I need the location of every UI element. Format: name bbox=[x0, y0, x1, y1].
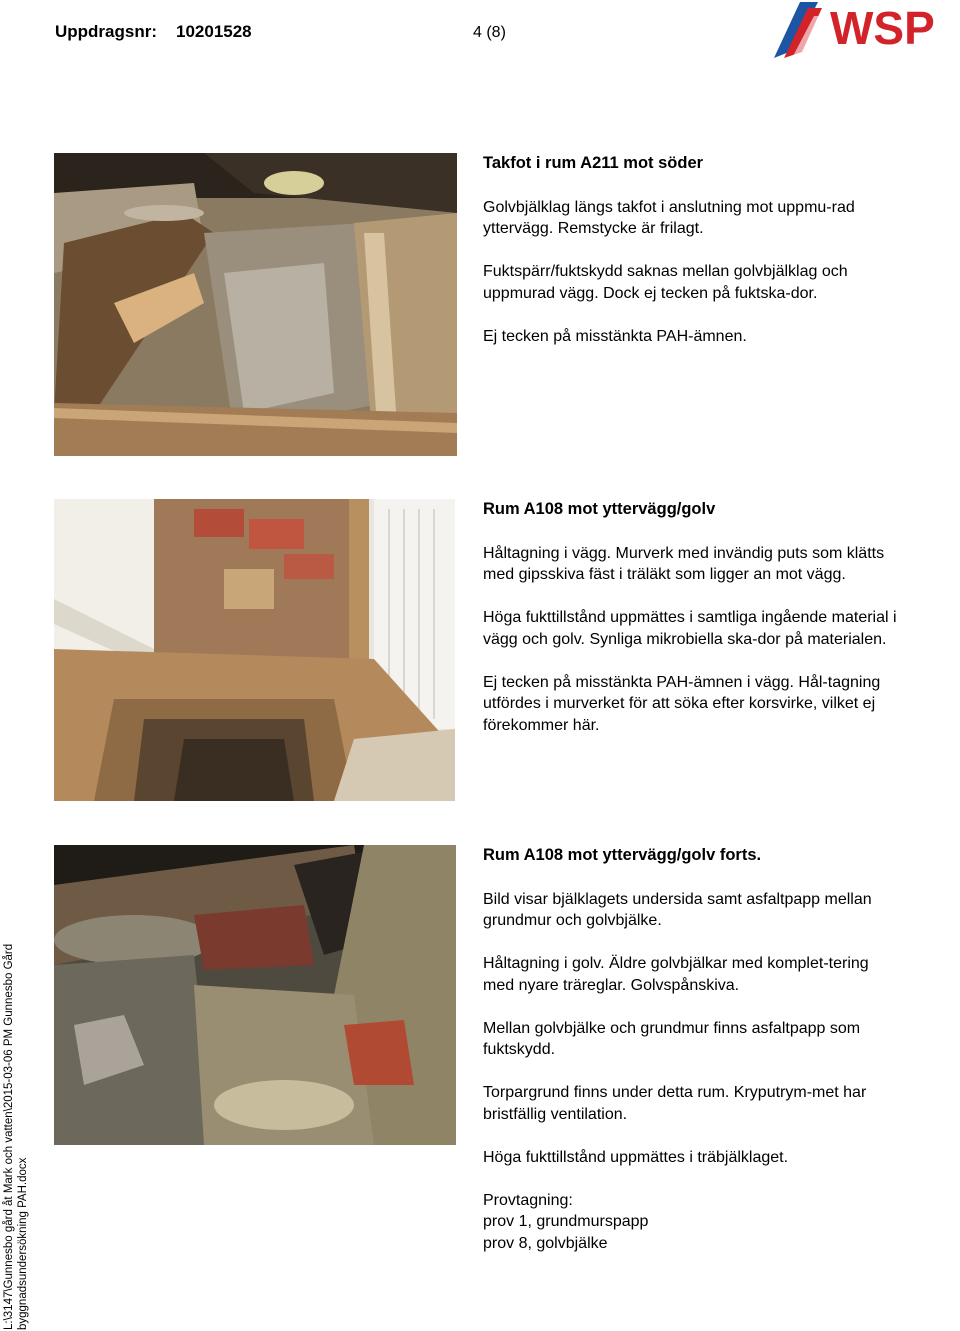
section-room-a108 bbox=[483, 499, 903, 758]
wsp-logo bbox=[770, 0, 960, 62]
section-paragraph: Ej tecken på misstänkta PAH-ämnen i vägg. Hål-tagning utfördes i murverket för att söka efter korsvirke, vilket ej förekommer här. bbox=[483, 673, 881, 734]
section-title: Rum A108 mot yttervägg/golv forts. bbox=[483, 846, 762, 864]
section-paragraph: Bild visar bjälklagets undersida samt asfaltpapp mellan grundmur och golvbjälke. bbox=[483, 890, 872, 929]
section-paragraph: Mellan golvbjälke och grundmur finns asfaltpapp som fuktskydd. bbox=[483, 1019, 861, 1058]
photo-crawl-space bbox=[54, 845, 456, 1145]
section-paragraph: Ej tecken på misstänkta PAH-ämnen. bbox=[483, 327, 747, 345]
file-path-line: byggnadsundersökning PAH.docx bbox=[17, 1157, 29, 1330]
photo-eaves-floor-joists bbox=[54, 153, 457, 456]
section-paragraph: Golvbjälklag längs takfot i anslutning mot uppmu-rad yttervägg. Remstycke är frilagt. bbox=[483, 198, 855, 237]
file-path-footer bbox=[2, 944, 30, 1330]
file-path-line: L:\3147\Gunnesbo gård åt Mark och vatten\2015-03-06 PM Gunnesbo Gård bbox=[3, 943, 15, 1330]
section-title: Takfot i rum A211 mot söder bbox=[483, 154, 704, 172]
sampling-list: Provtagning: prov 1, grundmurspapp prov 8, golvbjälke bbox=[483, 1191, 649, 1252]
section-paragraph: Håltagning i vägg. Murverk med invändig puts som klätts med gipsskiva fäst i träläkt som ligger an mot vägg. bbox=[483, 544, 885, 583]
photo-wall-opening bbox=[54, 499, 455, 801]
section-paragraph: Håltagning i golv. Äldre golvbjälkar med komplet-tering med nyare träreglar. Golvspånskiva. bbox=[483, 955, 869, 994]
section-paragraph: Höga fukttillstånd uppmättes i träbjälklaget. bbox=[483, 1148, 789, 1166]
section-room-a108-continued bbox=[483, 845, 903, 1276]
section-paragraph: Fuktspärr/fuktskydd saknas mellan golvbjälklag och uppmurad vägg. Dock ej tecken på fuktska-dor. bbox=[483, 263, 848, 302]
page-number: 4 (8) bbox=[473, 24, 506, 41]
logo-text: WSP bbox=[830, 2, 935, 54]
header-assignment-label: Uppdragsnr: bbox=[55, 22, 157, 41]
section-roof-eaves-a211 bbox=[483, 153, 903, 369]
section-paragraph: Torpargrund finns under detta rum. Kryputrym-met har bristfällig ventilation. bbox=[483, 1084, 867, 1123]
header-assignment-number: 10201528 bbox=[176, 22, 252, 41]
section-title: Rum A108 mot yttervägg/golv bbox=[483, 500, 716, 518]
section-paragraph: Höga fukttillstånd uppmättes i samtliga ingående material i vägg och golv. Synliga mikrobiella ska-dor på materialen. bbox=[483, 609, 897, 648]
